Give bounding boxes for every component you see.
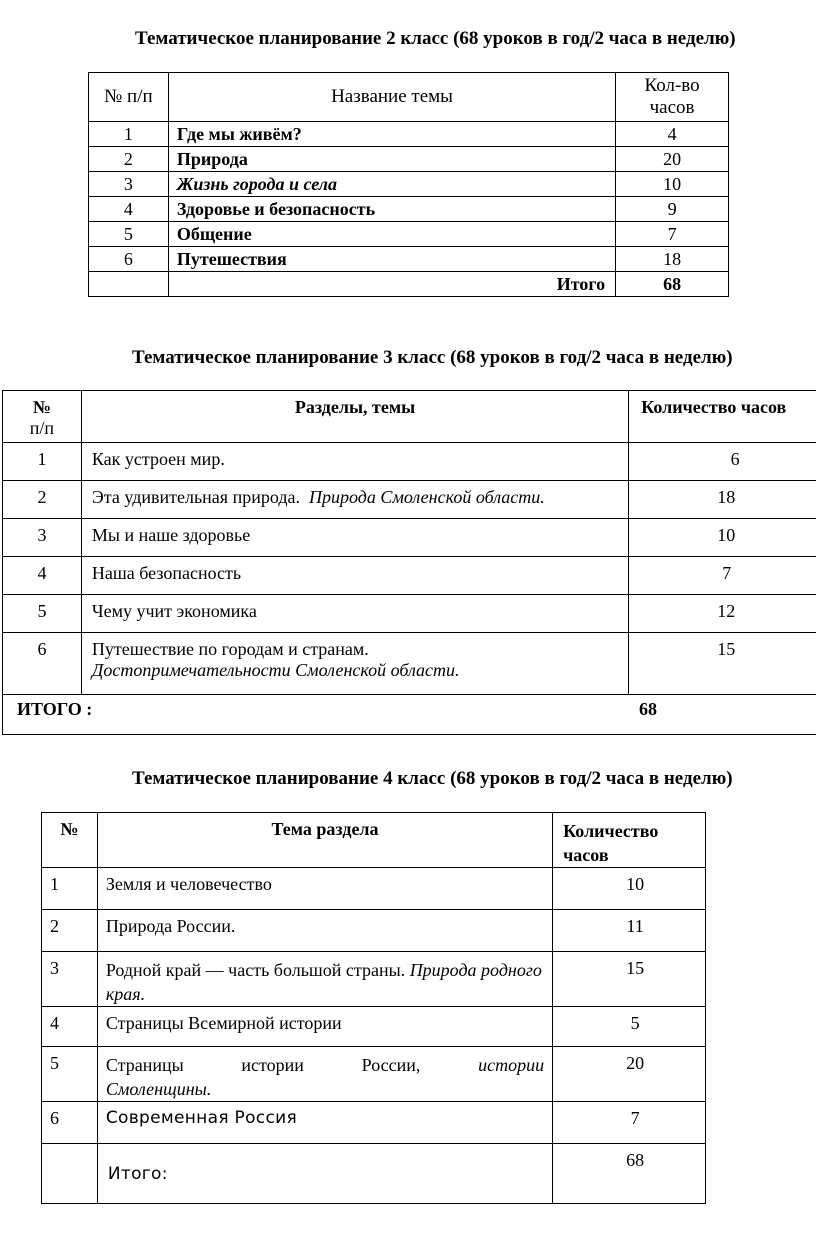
total-empty-cell [89,272,169,297]
row-num: 5 [3,595,82,633]
total-row [42,1144,706,1204]
table-row [3,633,816,695]
header-num [3,391,82,443]
row-hours: 11 [553,910,706,952]
row-num: 4 [3,557,82,595]
row-num: 2 [42,910,98,952]
row-topic-italic: Природа родного края. [105,960,542,1004]
total-cell [3,695,816,735]
row-num: 5 [42,1047,98,1102]
row-topic: Современная Россия [97,1102,552,1144]
row-hours: 7 [616,222,729,247]
header-num: № [42,813,98,868]
row-num: 6 [42,1102,98,1144]
row-topic-text: Родной край — часть большой страны. [105,960,406,980]
row-hours: 15 [629,633,816,695]
row-topic: Природа России. [97,910,552,952]
total-value: 68 [616,272,729,297]
row-hours: 20 [553,1047,706,1102]
header-topic: Название темы [168,73,615,122]
row-num: 3 [3,519,82,557]
header-hours [553,813,706,868]
header-hours [616,73,729,122]
header-num: № п/п [89,73,169,122]
total-label: ИТОГО : [17,699,93,719]
table-row [3,481,816,519]
row-topic: Страницы Всемирной истории [97,1007,552,1047]
total-value: 68 [553,1144,706,1204]
total-empty-cell [42,1144,98,1204]
total-value: 68 [639,699,657,719]
header-hours-line1: Кол-во [644,75,700,96]
table-row [89,147,729,172]
row-num: 2 [3,481,82,519]
grade3-heading: Тематическое планирование 3 класс (68 уроков в год/2 часа в неделю) [132,347,733,368]
header-hours-line1: Количество [563,821,659,841]
row-topic: Общение [168,222,615,247]
row-num: 3 [89,172,169,197]
grade3-table [2,390,816,735]
table-row [42,1102,706,1144]
row-topic [97,952,552,1007]
header-topic: Тема раздела [97,813,552,868]
grade4-table [41,812,706,1204]
header-topic: Разделы, темы [81,391,628,443]
row-topic-text: Эта удивительная природа. [91,487,300,507]
row-num: 1 [42,868,98,910]
row-hours: 10 [616,172,729,197]
row-hours: 18 [629,481,816,519]
table-row [3,443,816,481]
row-topic [81,633,628,695]
row-topic [81,443,628,481]
row-topic-italic: Достопримечательности Смоленской области. [91,660,460,680]
total-row [89,272,729,297]
total-row [3,695,816,735]
row-hours: 7 [553,1102,706,1144]
row-topic-line1 [106,1053,544,1077]
row-topic-text: Как устроен мир. [91,449,225,469]
table-row [42,952,706,1007]
row-hours: 9 [616,197,729,222]
header-hours-line2: часов [563,845,609,865]
row-topic: Путешествия [168,247,615,272]
row-hours [629,443,816,481]
row-topic: Земля и человечество [97,868,552,910]
row-topic: Мы и наше здоровье [81,519,628,557]
row-num: 1 [3,443,82,481]
row-num: 4 [89,197,169,222]
total-line [3,695,657,720]
row-hours: 10 [553,868,706,910]
row-num: 2 [89,147,169,172]
row-topic [97,1047,552,1102]
header-hours-line2: часов [649,97,695,118]
row-topic-italic: Смоленщины. [105,1079,212,1099]
table-row [89,222,729,247]
row-num: 6 [89,247,169,272]
table-row [3,557,816,595]
row-num: 6 [3,633,82,695]
table-row [89,247,729,272]
table-row [3,595,816,633]
table-row [42,1007,706,1047]
row-topic: Наша безопасность [81,557,628,595]
row-hours: 12 [629,595,816,633]
grade2-heading: Тематическое планирование 2 класс (68 уроков в год/2 часа в неделю) [135,28,736,49]
row-topic: Где мы живём? [168,122,615,147]
table-row [89,172,729,197]
row-topic: Природа [168,147,615,172]
header-num-line2: п/п [29,418,55,438]
row-hours: 15 [553,952,706,1007]
row-hours: 10 [629,519,816,557]
row-hours: 7 [629,557,816,595]
row-topic-word: России, [361,1055,421,1075]
grade4-heading: Тематическое планирование 4 класс (68 уроков в год/2 часа в неделю) [132,768,733,789]
row-topic: Чему учит экономика [81,595,628,633]
row-num: 1 [89,122,169,147]
row-topic-word: Страницы [105,1055,184,1075]
table-row [42,1047,706,1102]
table-header-row [3,391,816,443]
table-row [3,519,816,557]
row-num: 5 [89,222,169,247]
row-topic [81,481,628,519]
row-topic: Здоровье и безопасность [168,197,615,222]
table-header-row [89,73,729,122]
row-topic-word: истории [241,1055,304,1075]
header-hours: Количество часов [629,391,816,443]
table-row [42,868,706,910]
total-label: Итого [168,272,615,297]
row-hours: 20 [616,147,729,172]
table-row [42,910,706,952]
row-hours: 4 [616,122,729,147]
row-hours: 18 [616,247,729,272]
table-row [89,122,729,147]
row-topic-text: Путешествие по городам и странам. [91,639,369,659]
header-num-line1: № [32,397,51,417]
table-row [89,197,729,222]
total-label: Итого: [97,1144,552,1204]
row-hours: 5 [553,1007,706,1047]
grade2-table [88,72,729,297]
row-num: 3 [42,952,98,1007]
row-topic: Жизнь города и села [168,172,615,197]
row-topic-italic: Природа Смоленской области. [308,487,545,507]
row-num: 4 [42,1007,98,1047]
row-hours-text: 6 [730,449,740,469]
row-topic-italic-word: истории [478,1055,545,1075]
table-header-row [42,813,706,868]
